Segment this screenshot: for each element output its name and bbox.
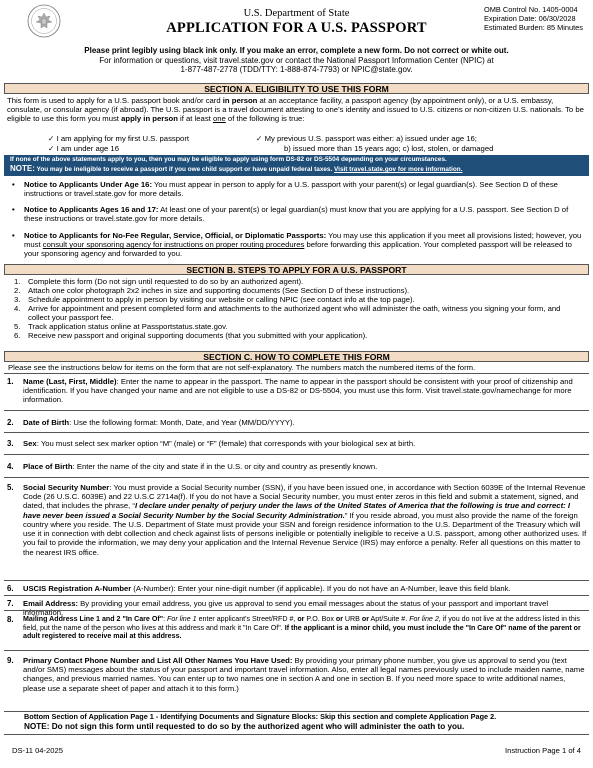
intro-contact-line: For information or questions, visit travel.state.gov or contact the National Passport Information Center (NPIC) at: [99, 55, 494, 65]
omb-info: [484, 6, 583, 33]
page-number: Instruction Page 1 of 4: [505, 746, 581, 755]
step-item: 5. Track application status online at Passportstatus.state.gov.: [14, 322, 228, 332]
step-item: 2. Attach one color photograph 2x2 inches in size and supporting documents (See Section D of these instructions).: [14, 286, 410, 296]
divider: [4, 373, 589, 374]
divider: [4, 477, 589, 478]
divider: [4, 432, 589, 433]
omb-control-number: OMB Control No. 1405-0004: [483, 5, 578, 14]
step-item: 3. Schedule appointment to apply in person by visiting our website or calling NPIC (see contact info at the top page).: [14, 295, 415, 305]
check-previous-passport: ✓ My previous U.S. passport was either: a) issued under age 16;: [256, 134, 477, 143]
section-a-description: This form is used to apply for a U.S. passport book and/or card in person at an acceptance facility, a passport agency (by appointment only), or a U.S. embassy, consulate, or consular agency (if abroad). The U.S. passport is a travel document attesting to one’s identity and issued to U.S. citizens or non-citizen U.S. nationals. To be eligible to use this form you must apply in person if at least one of the following is true:: [7, 96, 584, 124]
intro-contact-phone: 1-877-487-2778 (TDD/TTY: 1-888-874-7793) or NPIC@state.gov.: [180, 65, 413, 75]
department-name: U.S. Department of State: [243, 8, 350, 19]
instruction-item-3: 3. Sex: You must select sex marker option “M” (male) or “F” (female) that corresponds with your biological sex at birth.: [7, 439, 416, 448]
instruction-item-8: 8. Mailing Address Line 1 and 2 "In Care Of": For line 1 enter applicant's Street/RFD #, or P.O. Box or URB or Apt/Suite #. For line 2, if you do not live at the address listed in this field, put the name of the person who lives at this address and mark it "In Care Of". If the applicant is a minor child, you must include the "In Care Of" name of the parent or adult registered to receive mail at this address.: [7, 615, 581, 640]
instruction-item-1: 1. Name (Last, First, Middle): Enter the name to appear in the passport. The name to appear in the passport should be consistent with your proof of citizenship and identification. If you have changed your name and are not eligible to use a DS-82 or DS-5504, you must use this form. Visit travel.state.gov/namechange for more information.: [7, 377, 573, 405]
eligibility-note-bar: [4, 155, 589, 176]
check-first-passport: ✓ I am applying for my first U.S. passport: [48, 134, 190, 143]
divider: [4, 610, 589, 611]
instruction-item-7: 7. Email Address: By providing your email address, you give us approval to send you email messages about the status of your passport and important travel information.: [7, 599, 549, 618]
section-c-heading: SECTION C. HOW TO COMPLETE THIS FORM: [4, 351, 589, 362]
section-a-heading: SECTION A. ELIGIBILITY TO USE THIS FORM: [4, 83, 589, 94]
alternate-forms-note: If none of the above statements apply to you, then you may be eligible to apply using form DS-82 or DS-5504 depending on your circumstances.: [10, 156, 447, 163]
divider: [4, 734, 589, 735]
divider: [4, 595, 589, 596]
divider: [4, 650, 589, 651]
divider: [4, 580, 589, 581]
instruction-item-5: 5. Social Security Number: You must provide a Social Security number (SSN), if you have been issued one, in accordance with Section 6039E of the Internal Revenue Code (26 U.S.C. 6039E) and 22 U.S.C 2714a(f). If you do not have a Social Security number, you must enter zeros in this field and submit a statement, signed, and dated, that includes the phrase, “I declare under penalty of perjury under the laws of the United States of America that the following is true and correct: I have never been issued a Social Security Number by the Social Security Administration.” If you reside abroad, you must also provide the name of the foreign country where you reside. The U.S. Department of State must provide your SSN and foreign residence information to the U.S. Department of the Treasury which will use it in connection with debt collection and check against lists of persons ineligible or potentially ineligible to receive a U.S. passport, among other authorized uses. If you fail to provide the information, we may deny your application and the Internal Revenue Service (IRS) may enforce a penalty. Refer all questions on this matter to the nearest IRS office.: [7, 483, 587, 557]
check-previous-passport-cont: b) issued more than 15 years ago; c) lost, stolen, or damaged: [284, 144, 494, 153]
estimated-burden: Estimated Burden: 85 Minutes: [483, 22, 583, 32]
ineligibility-note: NOTE: You may be ineligible to receive a passport if you owe child support or have unpaid federal taxes. Visit travel.state.gov for more information.: [10, 164, 463, 174]
expiration-date: Expiration Date: 06/30/2028: [483, 13, 576, 23]
step-item: 1. Complete this form (Do not sign until requested to do so by an authorized agent).: [14, 277, 304, 286]
instruction-item-9: 9. Primary Contact Phone Number and List All Other Names You Have Used: By providing your primary phone number, you give us approval to send you (text and/or SMS) messages about the status of your passport and important travel information. Also, enter all legal names previously used to include maiden name, name changes, and previous married names. You can enter up to two names one in section A and one in section B. If you need more space to write additional names, please use a separate sheet of paper and attach it to this form.): [7, 656, 585, 693]
form-header: [0, 0, 593, 44]
check-under-16: ✓ I am under age 16: [48, 144, 119, 153]
divider: [4, 454, 589, 455]
steps-list: [14, 277, 584, 341]
section-c-subline: Please see the instructions below for items on the form that are not self-explanatory. The numbers match the numbered items of the form.: [8, 363, 476, 372]
instruction-item-6: 6. USCIS Registration A-Number (A-Number): Enter your nine-digit number (if applicable). If you do not have an A-Number, leave this field blank.: [7, 584, 511, 593]
notice-under-16: • Notice to Applicants Under Age 16: You must appear in person to apply for a U.S. passport with your parent(s) or legal guardian(s). See Section D of these instructions or travel.state.gov for more details.: [12, 180, 558, 199]
intro-instruction: Please print legibly using black ink only. If you make an error, complete a new form. Do not correct or white out.: [84, 46, 509, 55]
step-item: 6. Receive new passport and original supporting documents (that you submitted with your application).: [14, 331, 368, 341]
form-title: APPLICATION FOR A U.S. PASSPORT: [166, 20, 427, 36]
travel-state-gov-link[interactable]: Visit travel.state.gov for more information.: [334, 166, 463, 174]
divider: [4, 410, 589, 411]
intro-block: [0, 46, 593, 75]
instruction-item-4: 4. Place of Birth: Enter the name of the city and state if in the U.S. or city and country as presently known.: [7, 462, 378, 471]
bottom-section-note: Bottom Section of Application Page 1 - Identifying Documents and Signature Blocks: Skip this section and complete Application Page 2. NOTE: Do not sign this form until requested to do so by the authorized agent who will administer the oath to you.: [24, 712, 497, 731]
notice-no-fee-passports: • Notice to Applicants for No-Fee Regular, Service, Official, or Diplomatic Passports: You may use this application if you meet all provisions listed; however, you must consult your sponsoring agency for instructions on proper routing procedures before forwarding this application. Your completed passport will be released to your sponsoring agency and forwarded to you.: [12, 231, 582, 259]
form-id: DS-11 04-2025: [12, 746, 63, 755]
step-item: 4. Arrive for appointment and present completed form and attachments to the authorized agent who will administer the oath, witness you signing your form, and collect your passport fee.: [14, 304, 561, 323]
section-b-heading: SECTION B. STEPS TO APPLY FOR A U.S. PASSPORT: [4, 264, 589, 275]
notice-ages-16-17: • Notice to Applicants Ages 16 and 17: At least one of your parent(s) or legal guardian(s) must know that you are applying for a U.S. passport. See Section D of these instructions or travel.state.gov for more details.: [12, 205, 569, 224]
instruction-item-2: 2. Date of Birth: Use the following format: Month, Date, and Year (MM/DD/YYYY).: [7, 418, 295, 427]
